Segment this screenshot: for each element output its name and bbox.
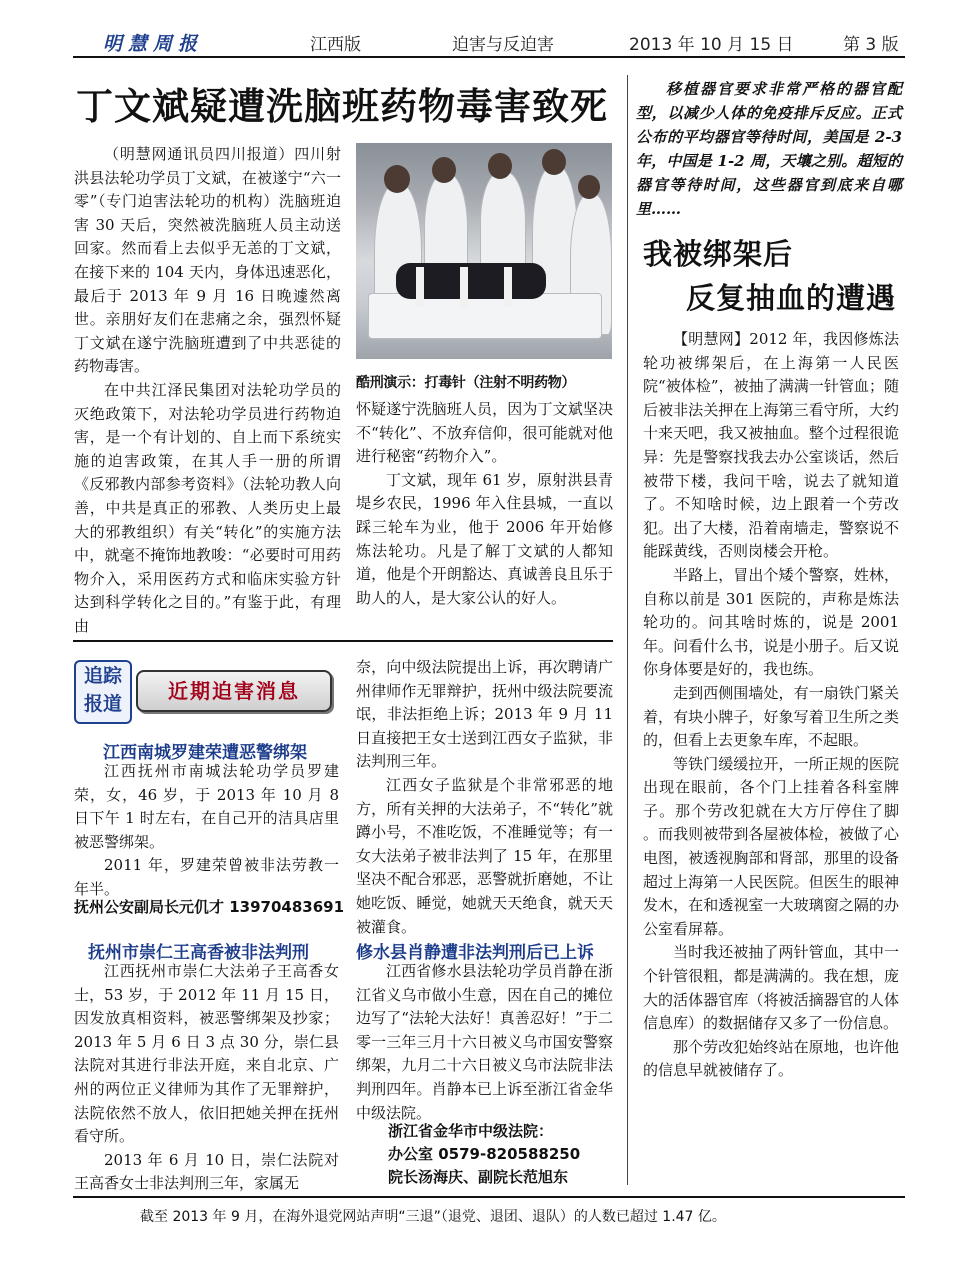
article2-para: 当时我还被抽了两针管血，其中一个针管很粗，都是满满的。我在想，庞大的活体器官库（将被活摘器官的人体信息库）的数据储存又多了一份信息。 [643, 943, 899, 1033]
footer-note: 截至 2013 年 9 月，在海外退党网站声明“三退”（退党、退团、退队）的人数已超过 1.47 亿。 [140, 1209, 726, 1225]
news-banner [136, 670, 332, 712]
article1-para: 怀疑遂宁洗脑班人员，因为丁文斌坚决不“转化”、不放弃信仰，很可能就对他进行秘密“药物介入”。 [356, 400, 613, 466]
article2-title-line2: 反复抽血的遭遇 [686, 281, 897, 315]
organ-teaser [636, 77, 902, 217]
article1-para: 在中共江泽民集团对法轮功学员的灭绝政策下，对法轮功学员进行药物迫害，是一个有计划的、自上而下系统实施的迫害政策，在其人手一册的所谓《反邪教内部参考资料》（法轮功教人向善，中共是真正的邪教、人类历史上最大的邪教组织）有关“转化”的实施方法中，就毫不掩饰地教唆：“必要时可用药物介入，采用医药方式和临床实验方针达到科学转化之目的。”有鉴于此，有理由 [74, 380, 341, 635]
news-item2-continued [356, 656, 613, 936]
logo-line2: 报道 [83, 693, 122, 715]
footer-rule [73, 1196, 905, 1198]
news-para: 2013 年 6 月 10 日，崇仁法院对王高香女士非法判刑三年，家属无 [74, 1150, 339, 1193]
news-para: 2011 年，罗建荣曾被非法劳教一年半。 [74, 856, 339, 898]
column-divider [627, 75, 628, 1185]
article1-col2 [356, 398, 613, 638]
news-para: 江西抚州市崇仁大法弟子王高香女士，53 岁，于 2012 年 11 月 15 日，因发放真相资料，被恶警绑架及抄家；2013 年 5 月 6 日 3 点 30 分，崇仁县法院对其进行非法开庭，来自北京、广州的两位正义律师为其作了无罪辩护，法院依然不放人，依旧把她关押在抚州看守所。 [74, 962, 339, 1146]
teaser-text: 移植器官要求非常严格的器官配型，以减少人体的免疫排斥反应。正式公布的平均器官等待时间，美国是 2-3 年，中国是 1-2 周，天壤之别。超短的器官等待时间，这些器官到底来自哪里…… [636, 80, 902, 218]
contact-line: 浙江省金华市中级法院： [388, 1122, 554, 1140]
header-rule [73, 56, 905, 58]
article2-para: 等铁门缓缓拉开，一所正规的医院出现在眼前，各个门上挂着各科室牌子。那个劳改犯就在大方厅停住了脚 。而我则被带到各屋被体检，被做了心电图，被透视胸部和肾部，那里的设备超过上海第一人民医院。但医生的眼神发木，在和透视室一大玻璃窗之隔的办公室看屏幕。 [643, 754, 899, 938]
article2-para: 走到西侧围墙处，有一扇铁门紧关着，有块小牌子，好象写着卫生所之类的，但看上去更象车库，不起眼。 [643, 683, 899, 750]
contact-line: 院长汤海庆、副院长范旭东 [388, 1168, 569, 1186]
article1-para: （明慧网通讯员四川报道）四川射洪县法轮功学员丁文斌，在被遂宁“六一零”（专门迫害法轮功的机构）洗脑班迫害 30 天后，突然被洗脑班人员主动送回家。然而看上去似乎无恙的丁文斌，在接下来的 104 天内，身体迅速恶化，最后于 2013 年 9 月 16 日晚遽然离世。亲朋好友们在悲痛之余，强烈怀疑丁文斌在遂宁洗脑班遭到了中共恶徒的药物毒害。 [74, 145, 341, 376]
article2-body [643, 328, 899, 1168]
news-item2-title: 抚州市崇仁王高香被非法判刑 [88, 943, 309, 963]
news-banner-label: 近期迫害消息 [168, 679, 300, 703]
news-item3-body [356, 960, 613, 1120]
news-para: 江西抚州市南城法轮功学员罗建荣，女，46 岁，于 2013 年 10 月 8 日下午 1 时左右，在自己开的洁具店里被恶警绑架。 [74, 762, 339, 851]
article2-para: 【明慧网】2012 年，我因修炼法轮功被绑架后，在上海第一人民医院“被体检”，被抽了满满一针管血；随后被非法关押在上海第三看守所，大约十来天吧，我又被抽血。整个过程很诡异：先是警察找我去办公室谈话，然后被带下楼，我问干啥，说去了就知道了。不知啥时候，边上跟着一个劳改犯。出了大楼，沿着南墙走，警察说不能踩黄线，否则岗楼会开枪。 [643, 330, 899, 561]
logo-line1: 追踪 [83, 665, 122, 687]
section-name: 迫害与反迫害 [452, 35, 554, 55]
news-item1-title: 江西南城罗建荣遭恶警绑架 [103, 743, 307, 763]
news-para: 江西女子监狱是个非常邪恶的地方，所有关押的大法弟子，不“转化”就蹲小号，不准吃饭，不准睡觉等；有一女大法弟子被非法判了 15 年，在那里坚决不配合邪恶，恶警就折磨她，不让她吃饭、睡觉，她就天天绝食，就天天被灌食。 [356, 775, 613, 936]
issue-date: 2013 年 10 月 15 日 [629, 35, 794, 55]
news-para: 江西省修水县法轮功学员肖静在浙江省义乌市做小生意，因在自己的摊位边写了“法轮大法好！真善忍好！”于二零一三年三月十六日被义乌市国安警察绑架，九月二十六日被义乌市法院非法判刑四年。肖静本已上诉至浙江省金华中级法院。 [356, 962, 613, 1122]
news-item1-contact: 抚州公安副局长元仉才 13970483691 [74, 898, 345, 916]
paper-name: 明慧周报 [103, 33, 204, 55]
article2-para: 半路上，冒出个矮个警察，姓林，自称以前是 301 医院的，声称是炼法轮功的。问其啥时炼的，说是 2001 年。问看什么书，说是小册子。后又说你身体要是好的，我也练。 [643, 565, 899, 679]
article2-para: 那个劳改犯始终站在原地，也许他的信息早就被储存了。 [643, 1037, 899, 1080]
edition: 江西版 [310, 35, 361, 55]
news-item3-title: 修水县肖静遭非法判刑后已上诉 [356, 943, 594, 963]
page-number: 第 3 版 [843, 35, 899, 55]
news-item2-body [74, 960, 339, 1193]
news-item1-body [74, 760, 339, 898]
news-para: 奈，向中级法院提出上诉，再次聘请广州律师作无罪辩护，抚州中级法院要流氓，非法拒绝上诉；2013 年 9 月 11 日直接把王女士送到江西女子监狱，非法判刑三年。 [356, 658, 613, 771]
article1-para: 丁文斌，现年 61 岁，原射洪县青堤乡农民，1996 年入住县城，一直以踩三轮车为业，他于 2006 年开始修炼法轮功。凡是了解丁文斌的人都知道，他是个开朗豁达、真诚善良且乐于助人的人，是大家公认的好人。 [356, 470, 613, 607]
article2-title-line1: 我被绑架后 [643, 237, 794, 271]
section-divider [73, 640, 613, 642]
article1-col1 [74, 143, 341, 633]
photo-caption: 酷刑演示：打毒针（注射不明药物） [356, 375, 576, 391]
torture-demo-photo [356, 143, 612, 359]
tracking-report-logo [74, 660, 132, 724]
contact-line: 办公室 0579-820588250 [388, 1145, 581, 1163]
news-item3-contacts [388, 1120, 580, 1189]
article1-title: 丁文斌疑遭洗脑班药物毒害致死 [76, 84, 608, 128]
